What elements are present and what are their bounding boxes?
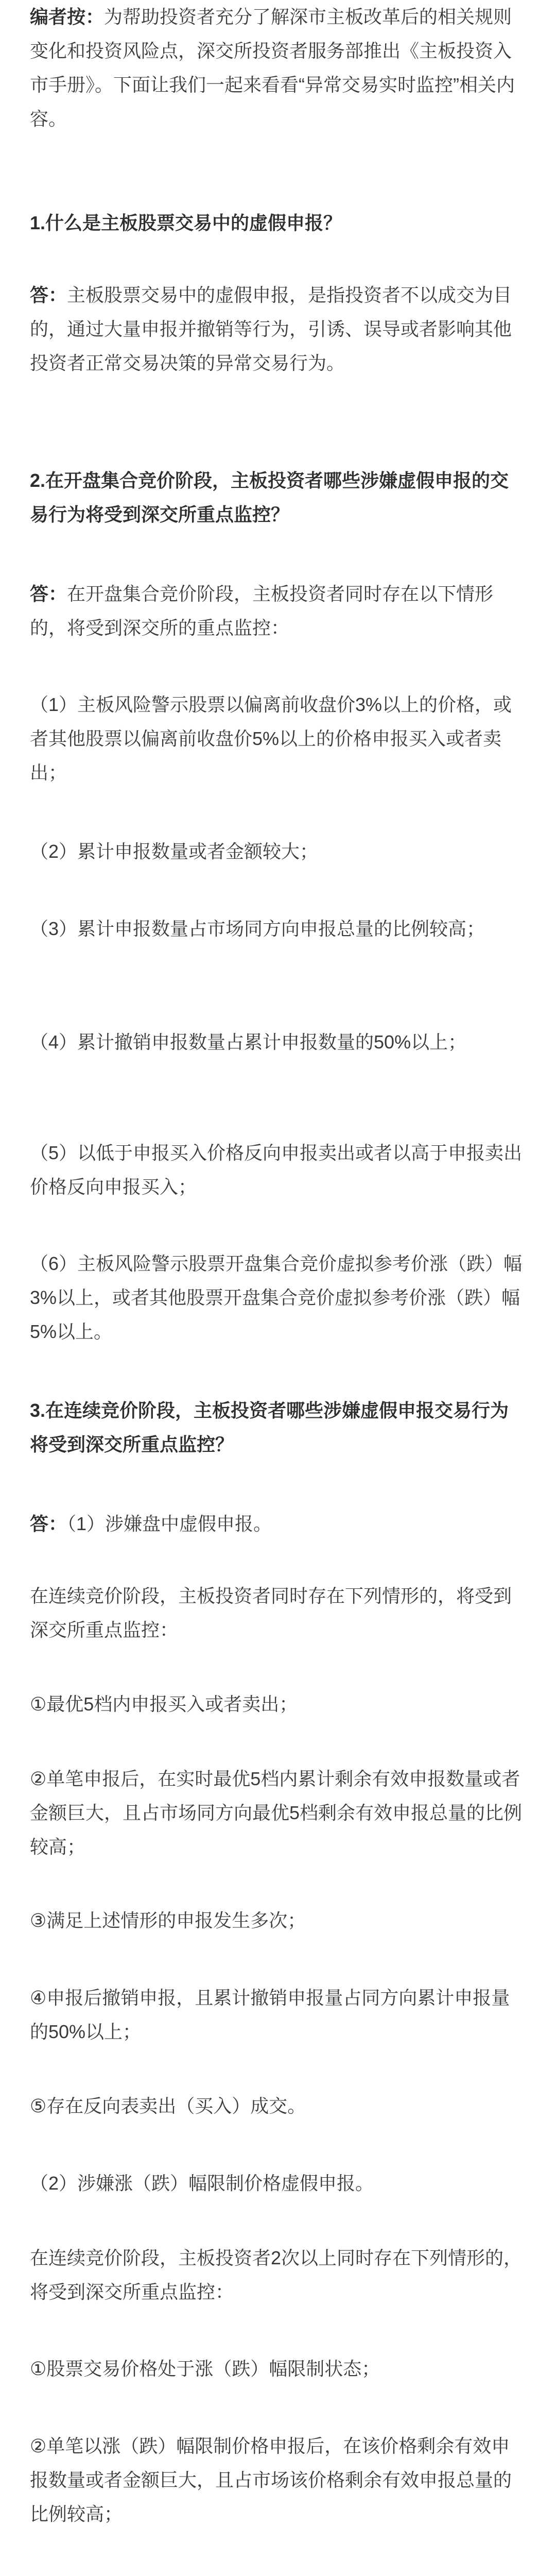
q3-list1-item: ①最优5档内申报买入或者卖出； (30, 1693, 298, 1715)
answer-2 (30, 577, 526, 645)
editor-note-text: 为帮助投资者充分了解深市主板改革后的相关规则变化和投资风险点，深交所投资者服务部推出《主板投资入市手册》。下面让我们一起来看看“异常交易实时监控”相关内容。 (30, 6, 515, 129)
q3-list1-item: ③满足上述情形的申报发生多次； (30, 1910, 306, 1931)
answer-1-text: 主板股票交易中的虚假申报，是指投资者不以成交为目的，通过大量申报并撤销等行为，引诱、误导或者影响其他投资者正常交易决策的异常交易行为。 (30, 284, 512, 374)
q3-list2-item: ①股票交易价格处于涨（跌）幅限制状态； (30, 2358, 380, 2379)
q2-item: （6）主板风险警示股票开盘集合竞价虚拟参考价涨（跌）幅3%以上，或者其他股票开盘集合竞价虚拟参考价涨（跌）幅5%以上。 (30, 1253, 523, 1342)
q2-item: （2）累计申报数量或者金额较大； (30, 841, 319, 862)
q3-sub-2: （2）涉嫌涨（跌）幅限制价格虚假申报。 (30, 2173, 374, 2194)
q3-list2-item (30, 2571, 526, 2576)
answer-2-text: 在开盘集合竞价阶段，主板投资者同时存在以下情形的，将受到深交所的重点监控： (30, 583, 494, 638)
q3-para-2: 在连续竞价阶段，主板投资者2次以上同时存在下列情形的，将受到深交所重点监控： (30, 2247, 523, 2302)
question-1: 1.什么是主板股票交易中的虚假申报？ (30, 212, 342, 233)
answer-1-label: 答： (30, 284, 67, 306)
answer-3 (30, 1507, 526, 1541)
q2-item: （3）累计申报数量占市场同方向申报总量的比例较高； (30, 918, 485, 939)
q3-list1-item: ⑤存在反向表卖出（买入）成交。 (30, 2095, 306, 2116)
editor-note (30, 0, 526, 136)
q2-item: （5）以低于申报买入价格反向申报卖出或者以高于申报卖出价格反向申报买入； (30, 1142, 523, 1197)
q2-item: （1）主板风险警示股票以偏离前收盘价3%以上的价格，或者其他股票以偏离前收盘价5%以上的价格申报买入或者卖出； (30, 694, 512, 783)
editor-note-label: 编者按： (30, 6, 105, 27)
question-3: 3.在连续竞价阶段，主板投资者哪些涉嫌虚假申报交易行为将受到深交所重点监控？ (30, 1400, 509, 1455)
answer-3-text: （1）涉嫌盘中虚假申报。 (67, 1513, 272, 1534)
q3-para-1: 在连续竞价阶段，主板投资者同时存在下列情形的，将受到深交所重点监控： (30, 1585, 512, 1640)
q2-item: （4）累计撤销申报数量占累计申报数量的50%以上； (30, 1031, 467, 1053)
q3-list2-item: ②单笔以涨（跌）幅限制价格申报后，在该价格剩余有效申报数量或者金额巨大，且占市场该价格剩余有效申报总量的比例较高； (30, 2435, 512, 2524)
answer-1 (30, 278, 526, 380)
answer-3-label: 答： (30, 1513, 67, 1534)
question-2: 2.在开盘集合竞价阶段，主板投资者哪些涉嫌虚假申报的交易行为将受到深交所重点监控？ (30, 470, 509, 525)
q3-list1-item: ④申报后撤销申报，且累计撤销申报量占同方向累计申报量的50%以上； (30, 1987, 510, 2042)
answer-2-label: 答： (30, 583, 67, 604)
q3-list1-item: ②单笔申报后，在实时最优5档内累计剩余有效申报数量或者金额巨大，且占市场同方向最优5档剩余有效申报总量的比例较高； (30, 1768, 523, 1857)
